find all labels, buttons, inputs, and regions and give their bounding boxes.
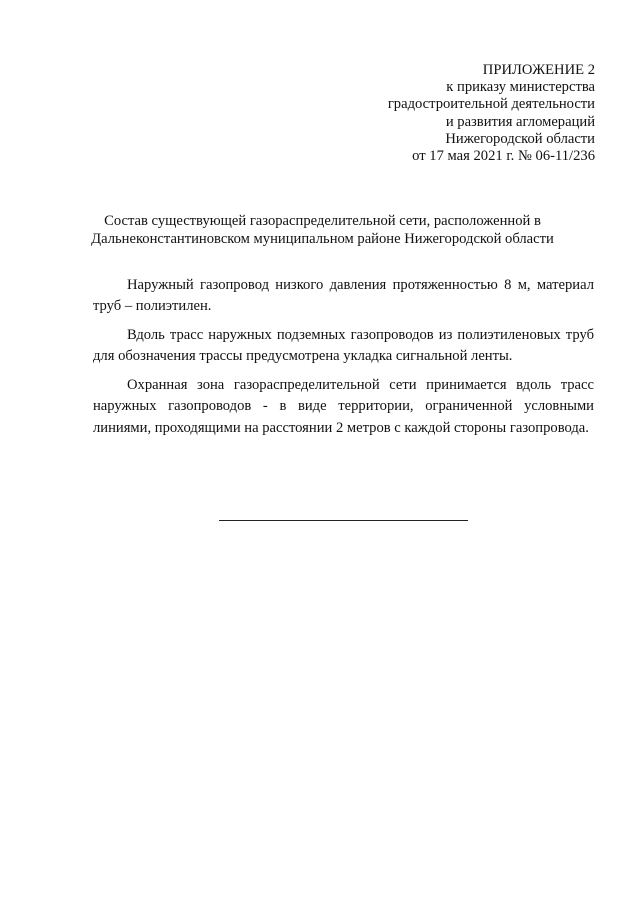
document-body (93, 275, 594, 447)
header-line-order: к приказу министерства (446, 79, 595, 96)
title-line-1: Состав существующей газораспределительной сети, расположенной в (104, 213, 541, 229)
header-line-agglomeration: и развития агломераций (445, 113, 595, 130)
appendix-number: ПРИЛОЖЕНИЕ 2 (482, 62, 595, 78)
paragraph-protection-zone: Охранная зона газораспределительной сети принимается вдоль трасс наружных газопроводов - в виде территории, ограниченной условными линиями, проходящими на расстоянии 2 метров с каждой стороны газопровода. (93, 377, 594, 436)
header-line-region: Нижегородской области (445, 130, 595, 147)
appendix-header (388, 62, 595, 165)
title-line-2: Дальнеконстантиновском муниципальном районе Нижегородской области (91, 231, 554, 247)
paragraph-signal-tape: Вдоль трасс наружных подземных газопроводов из полиэтиленовых труб для обозначения трассы предусмотрена укладка сигнальной ленты. (93, 327, 594, 365)
paragraph-pipeline: Наружный газопровод низкого давления протяженностью 8 м, материал труб – полиэтилен. (93, 277, 594, 315)
header-line-ministry: градостроительной деятельности (387, 96, 595, 113)
order-date-number: от 17 мая 2021 г. № 06-11/236 (412, 148, 595, 165)
document-title (60, 212, 585, 248)
end-divider-line (219, 520, 468, 521)
